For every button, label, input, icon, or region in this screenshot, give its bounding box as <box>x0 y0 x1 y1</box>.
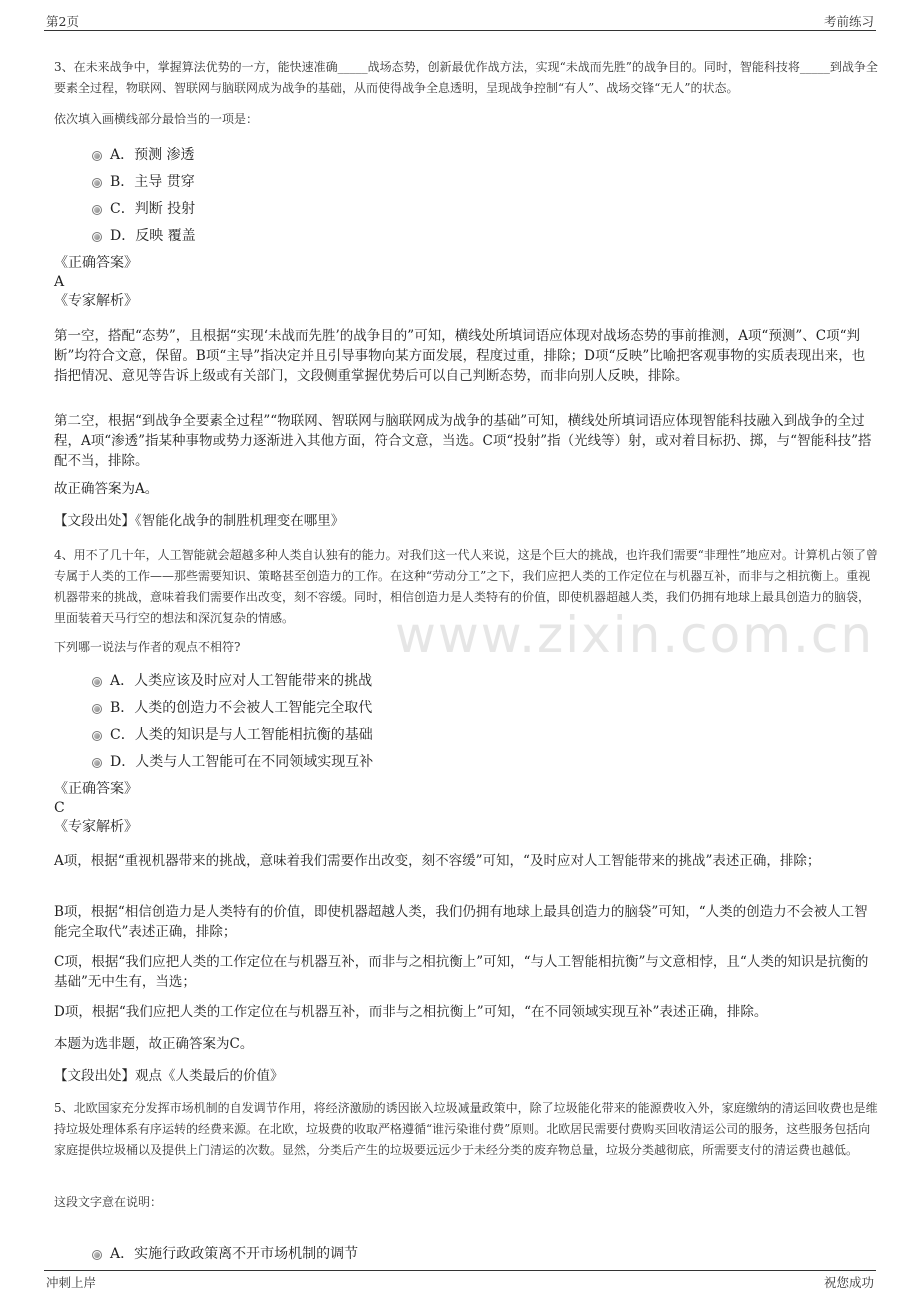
option-text: A．预测 渗透 <box>110 146 195 163</box>
option-text: C．判断 投射 <box>110 200 196 217</box>
page-header <box>44 8 876 31</box>
radio-icon[interactable] <box>92 1250 102 1260</box>
q4-option-a[interactable] <box>92 666 373 693</box>
option-text: B．主导 贯穿 <box>110 173 195 190</box>
q4-analysis-b: B项，根据“相信创造力是人类特有的价值，即使机器超越人类，我们仍拥有地球上最具创造力的脑袋”可知，“人类的创造力不会被人工智能完全取代”表述正确，排除； <box>54 904 868 940</box>
footer-left-text: 冲刺上岸 <box>46 1275 97 1290</box>
q5-option-a[interactable] <box>92 1239 358 1266</box>
header-title: 考前练习 <box>823 14 874 29</box>
option-text: B．人类的创造力不会被人工智能完全取代 <box>110 699 373 716</box>
q3-answer-label: 《正确答案》 <box>54 255 138 271</box>
radio-icon[interactable] <box>92 178 102 188</box>
radio-icon[interactable] <box>92 232 102 242</box>
option-text: D．反映 覆盖 <box>110 227 196 244</box>
radio-icon[interactable] <box>92 731 102 741</box>
q5-stem: 5、北欧国家充分发挥市场机制的自发调节作用，将经济激励的诱因嵌入垃圾减量政策中，除了垃圾能化带来的能源费收入外，家庭缴纳的清运回收费也是维持垃圾处理体系有序运转的经费来源。在北欧，垃圾费的收取严格遵循“谁污染谁付费”原则。北欧居民需要付费购买回收清运公司的服务，这些服务包括向家庭提供垃圾桶以及提供上门清运的次数。显然，分类后产生的垃圾要远远少于未经分类的废弃物总量，垃圾分类越彻底，所需要支付的清运费也越低。 <box>54 1101 878 1157</box>
q4-analysis-label: 《专家解析》 <box>54 819 138 835</box>
q4-answer-label: 《正确答案》 <box>54 781 138 797</box>
page-number: 第2页 <box>46 14 79 29</box>
footer-right-text: 祝您成功 <box>823 1275 874 1290</box>
page-footer <box>44 1270 876 1290</box>
radio-icon[interactable] <box>92 677 102 687</box>
watermark: www.zixin.com.cn <box>395 606 875 664</box>
q5-options <box>92 1239 358 1266</box>
q4-stem: 4、用不了几十年，人工智能就会超越多种人类自认独有的能力。对我们这一代人来说，这是个巨大的挑战，也许我们需要“非理性”地应对。计算机占领了曾专属于人类的工作——那些需要知识、策略甚至创造力的工作。在这种“劳动分工”之下，我们应把人类的工作定位在与机器互补，而非与之相抗衡上。重视机器带来的挑战，意味着我们需要作出改变，刻不容缓。同时，相信创造力是人类特有的价值，即使机器超越人类，我们仍拥有地球上最具创造力的脑袋，里面装着天马行空的想法和深沉复杂的情感。 <box>54 548 878 625</box>
option-text: A．人类应该及时应对人工智能带来的挑战 <box>110 672 373 689</box>
q3-answer: A <box>54 274 65 290</box>
q3-analysis-1: 第一空，搭配“态势”，且根据“实现‘未战而先胜’的战争目的”可知，横线处所填词语应体现对战场态势的事前推测，A项“预测”、C项“判断”均符合文意，保留。B项“主导”指决定并且引导事物向某方面发展，程度过重，排除；D项“反映”比喻把客观事物的实质表现出来，也指把情况、意见等告诉上级或有关部门，文段侧重掌握优势后可以自己判断态势，而非向别人反映，排除。 <box>54 328 866 384</box>
q3-source: 【文段出处】《智能化战争的制胜机理变在哪里》 <box>54 513 345 529</box>
q3-analysis-2: 第二空，根据“到战争全要素全过程”“物联网、智联网与脑联网成为战争的基础”可知，横线处所填词语应体现智能科技融入到战争的全过程，A项“渗透”指某种事物或势力逐渐进入其他方面，符合文意，当选。C项“投射”指（光线等）射，或对着目标扔、掷，与“智能科技”搭配不当，排除。 <box>54 413 872 469</box>
q3-option-c[interactable] <box>92 194 196 221</box>
q4-answer: C <box>54 800 65 816</box>
q4-source: 【文段出处】观点《人类最后的价值》 <box>54 1068 284 1084</box>
q4-analysis-c: C项，根据“我们应把人类的工作定位在与机器互补，而非与之相抗衡上”可知，“与人工智能相抗衡”与文意相悖，且“人类的知识是抗衡的基础”无中生有，当选； <box>54 954 869 990</box>
q3-conclusion: 故正确答案为A。 <box>54 481 159 497</box>
q4-analysis-d: D项，根据“我们应把人类的工作定位在与机器互补，而非与之相抗衡上”可知，“在不同领域实现互补”表述正确，排除。 <box>54 1004 768 1020</box>
q4-option-c[interactable] <box>92 720 373 747</box>
q4-analysis-a: A项，根据“重视机器带来的挑战，意味着我们需要作出改变，刻不容缓”可知，“及时应对人工智能带来的挑战”表述正确，排除； <box>54 853 821 869</box>
q3-stem: 3、在未来战争中，掌握算法优势的一方，能快速准确_____战场态势，创新最优作战方法，实现“未战而先胜”的战争目的。同时，智能科技将_____到战争全要素全过程，物联网、智联网与脑联网成为战争的基础，从而使得战争全息透明，呈现战争控制“有人”、战场交锋“无人”的状态。 <box>54 60 878 95</box>
radio-icon[interactable] <box>92 205 102 215</box>
q3-options <box>92 140 196 248</box>
q3-option-a[interactable] <box>92 140 196 167</box>
q4-option-d[interactable] <box>92 747 373 774</box>
q4-options <box>92 666 373 774</box>
radio-icon[interactable] <box>92 758 102 768</box>
q4-conclusion: 本题为选非题，故正确答案为C。 <box>54 1036 254 1052</box>
q3-prompt: 依次填入画横线部分最恰当的一项是： <box>54 112 259 126</box>
q3-option-d[interactable] <box>92 221 196 248</box>
radio-icon[interactable] <box>92 704 102 714</box>
q5-prompt: 这段文字意在说明： <box>54 1195 163 1209</box>
q4-prompt: 下列哪一说法与作者的观点不相符? <box>54 640 241 654</box>
radio-icon[interactable] <box>92 151 102 161</box>
q3-option-b[interactable] <box>92 167 196 194</box>
option-text: C．人类的知识是与人工智能相抗衡的基础 <box>110 726 373 743</box>
q3-analysis-label: 《专家解析》 <box>54 293 138 309</box>
q4-option-b[interactable] <box>92 693 373 720</box>
option-text: A．实施行政政策离不开市场机制的调节 <box>110 1245 359 1262</box>
option-text: D．人类与人工智能可在不同领域实现互补 <box>110 753 374 770</box>
